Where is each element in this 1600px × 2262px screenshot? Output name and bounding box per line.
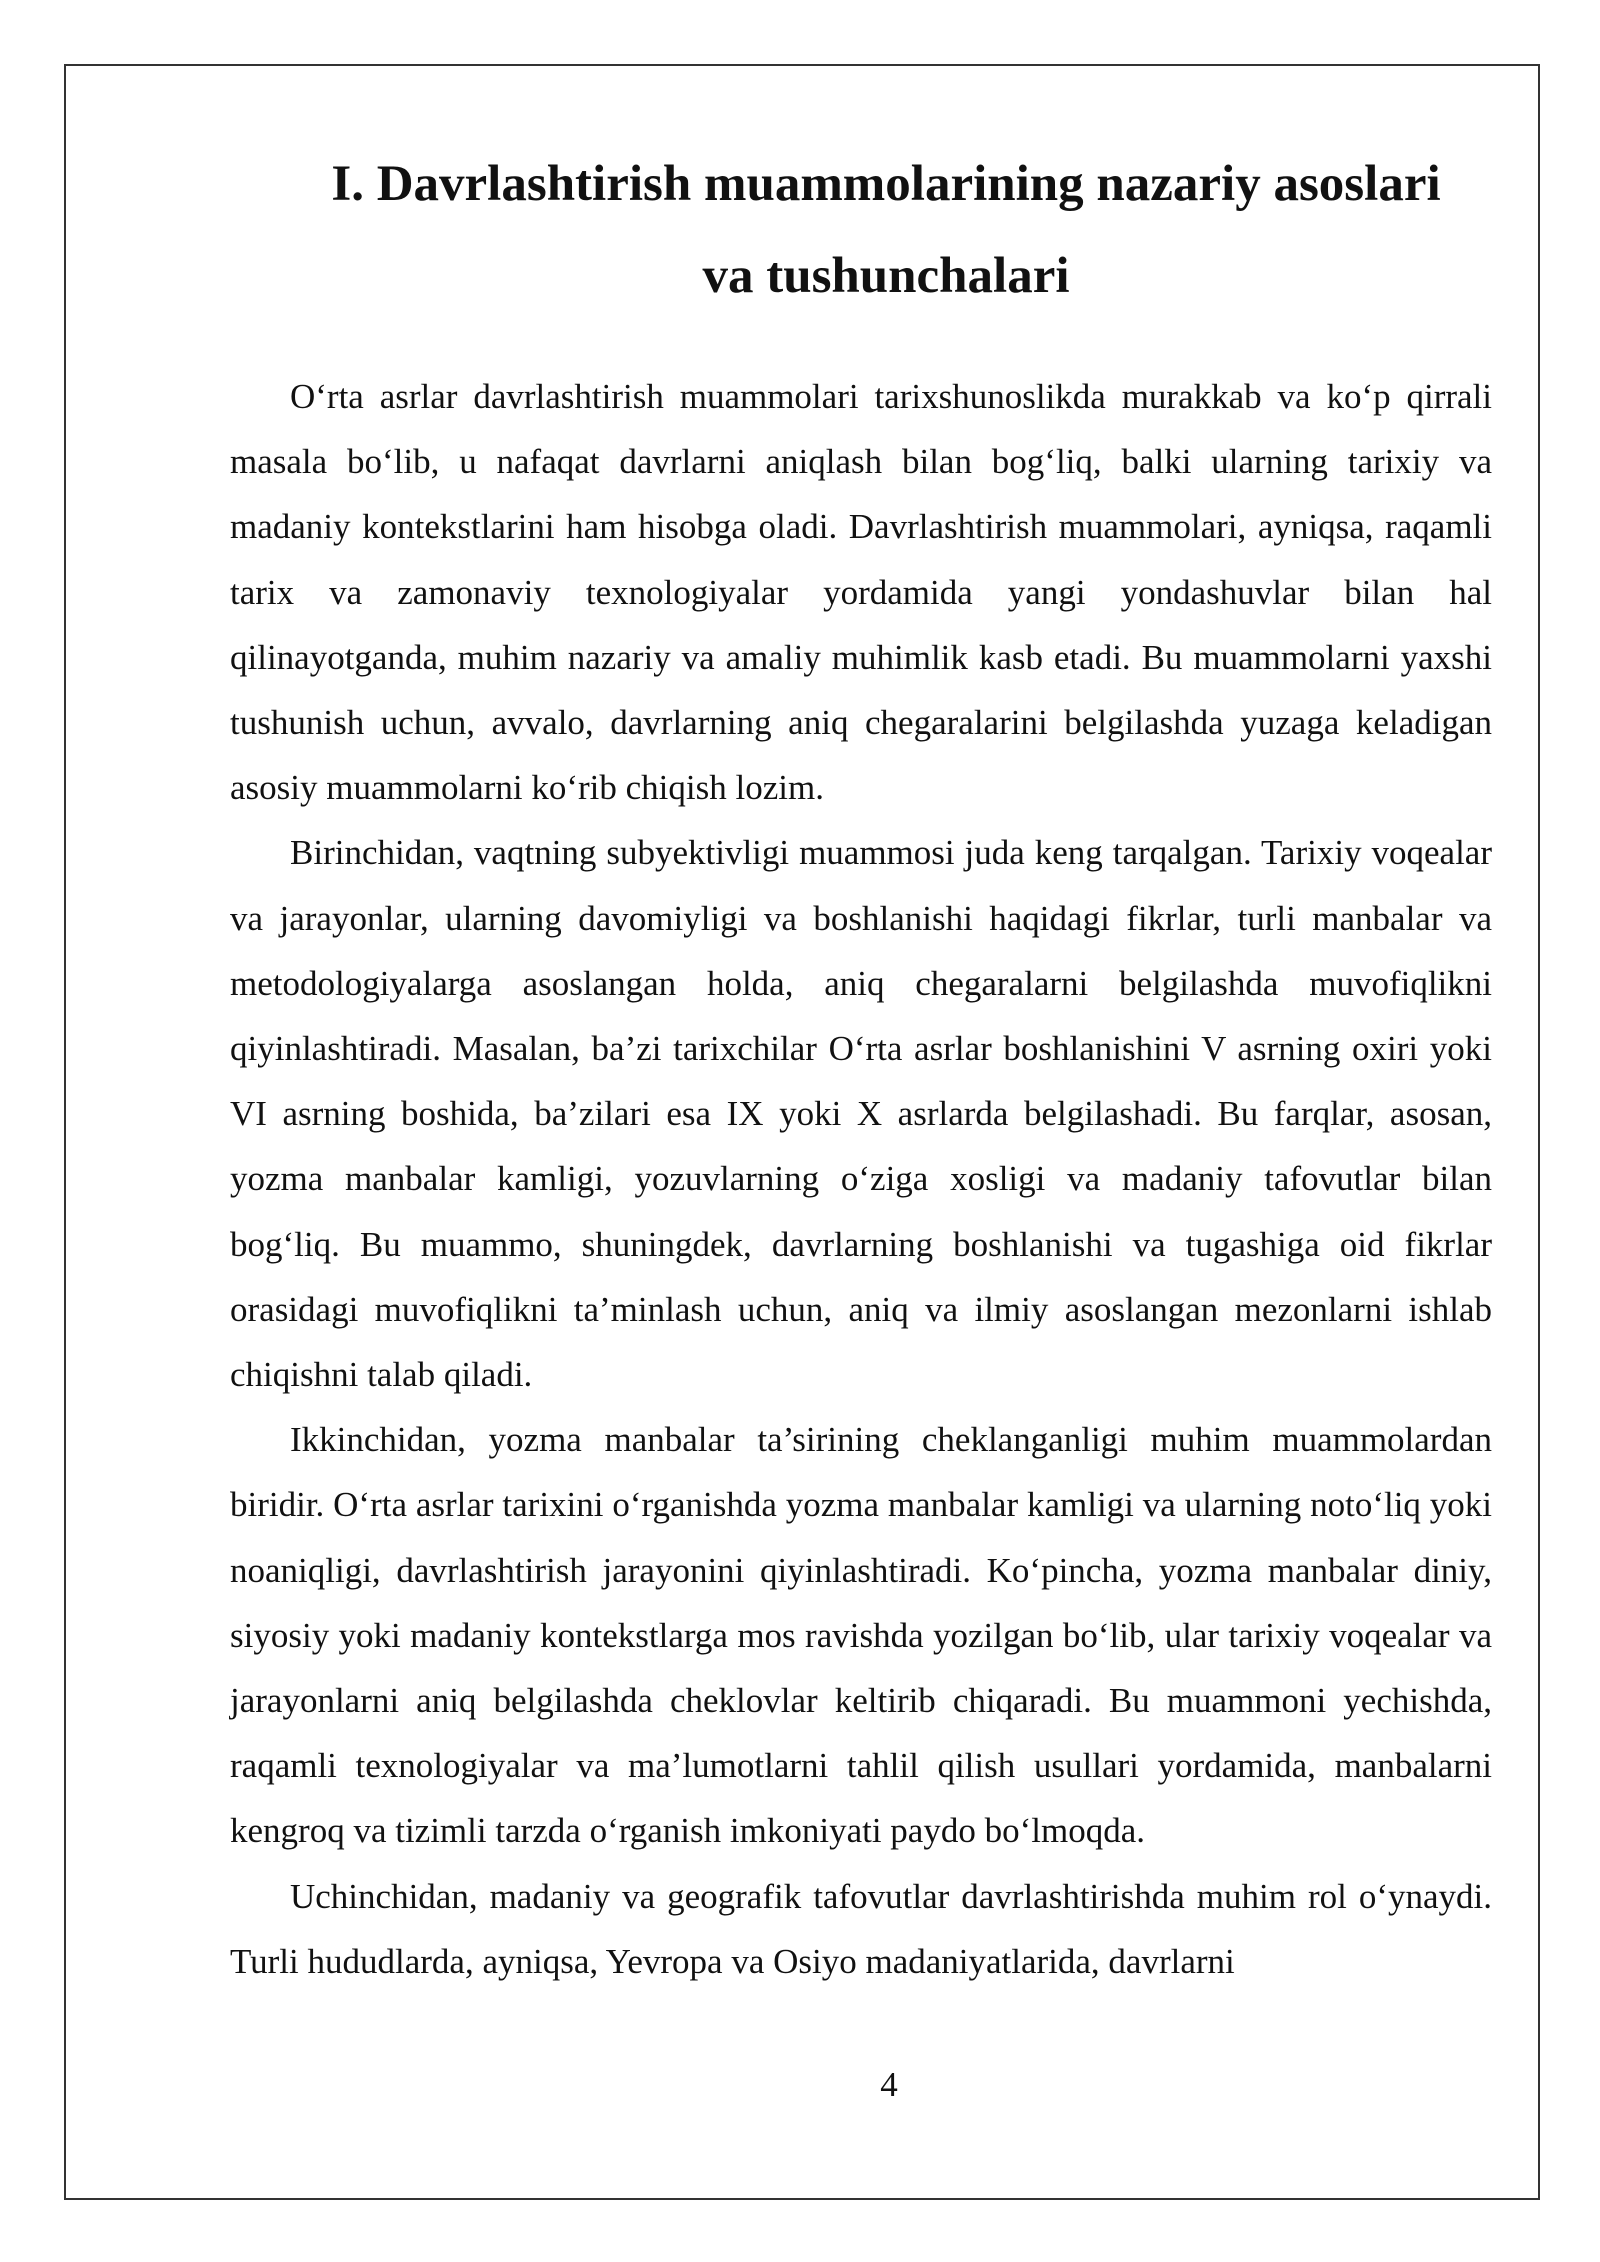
chapter-title-line-2: va tushunchalari xyxy=(702,248,1070,304)
body-text xyxy=(230,364,1492,1994)
paragraph-3: Ikkinchidan, yozma manbalar ta’sirining cheklanganligi muhim muammolardan biridir. O‘rta asrlar tarixini o‘rganishda yozma manbalar kamligi va ularning noto‘liq yoki noaniqligi, davrlashtirish jarayonini qiyinlashtiradi. Ko‘pincha, yozma manbalar diniy, siyosiy yoki madaniy kontekstlarga mos ravishda yozilgan bo‘lib, ular tarixiy voqealar va jarayonlarni aniq belgilashda cheklovlar keltirib chiqaradi. Bu muammoni yechishda, raqamli texnologiyalar va ma’lumotlarni tahlil qilish usullari yordamida, manbalarni kengroq va tizimli tarzda o‘rganish imkoniyati paydo bo‘lmoqda. xyxy=(230,1420,1492,1851)
paragraph-2: Birinchidan, vaqtning subyektivligi muammosi juda keng tarqalgan. Tarixiy voqealar va jarayonlar, ularning davomiyligi va boshlanishi haqidagi fikrlar, turli manbalar va metodologiyalarga asoslangan holda, aniq chegaralarni belgilashda muvofiqlikni qiyinlashtiradi. Masalan, ba’zi tarixchilar O‘rta asrlar boshlanishini V asrning oxiri yoki VI asrning boshida, ba’zilari esa IX yoki X asrlarda belgilashadi. Bu farqlar, asosan, yozma manbalar kamligi, yozuvlarning o‘ziga xosligi va madaniy tafovutlar bilan bog‘liq. Bu muammo, shuningdek, davrlarning boshlanishi va tugashiga oid fikrlar orasidagi muvofiqlikni ta’minlash uchun, aniq va ilmiy asoslangan mezonlarni ishlab chiqishni talab qiladi. xyxy=(230,833,1492,1395)
page-number: 4 xyxy=(880,2065,898,2104)
page-content xyxy=(230,138,1492,1994)
chapter-title-line-1: I. Davrlashtirish muammolarining nazariy asoslari xyxy=(331,156,1441,212)
chapter-title xyxy=(230,138,1492,322)
paragraph-4: Uchinchidan, madaniy va geografik tafovutlar davrlashtirishda muhim rol o‘ynaydi. Turli hududlarda, ayniqsa, Yevropa va Osiyo madaniyatlarida, davrlarni xyxy=(230,1876,1492,1981)
paragraph-1: O‘rta asrlar davrlashtirish muammolari tarixshunoslikda murakkab va ko‘p qirrali masala bo‘lib, u nafaqat davrlarni aniqlash bilan bog‘liq, balki ularning tarixiy va madaniy kontekstlarini ham hisobga oladi. Davrlashtirish muammolari, ayniqsa, raqamli tarix va zamonaviy texnologiyalar yordamida yangi yondashuvlar bilan hal qilinayotganda, muhim nazariy va amaliy muhimlik kasb etadi. Bu muammolarni yaxshi tushunish uchun, avvalo, davrlarning aniq chegaralarini belgilashda yuzaga keladigan asosiy muammolarni ko‘rib chiqish lozim. xyxy=(230,377,1492,808)
